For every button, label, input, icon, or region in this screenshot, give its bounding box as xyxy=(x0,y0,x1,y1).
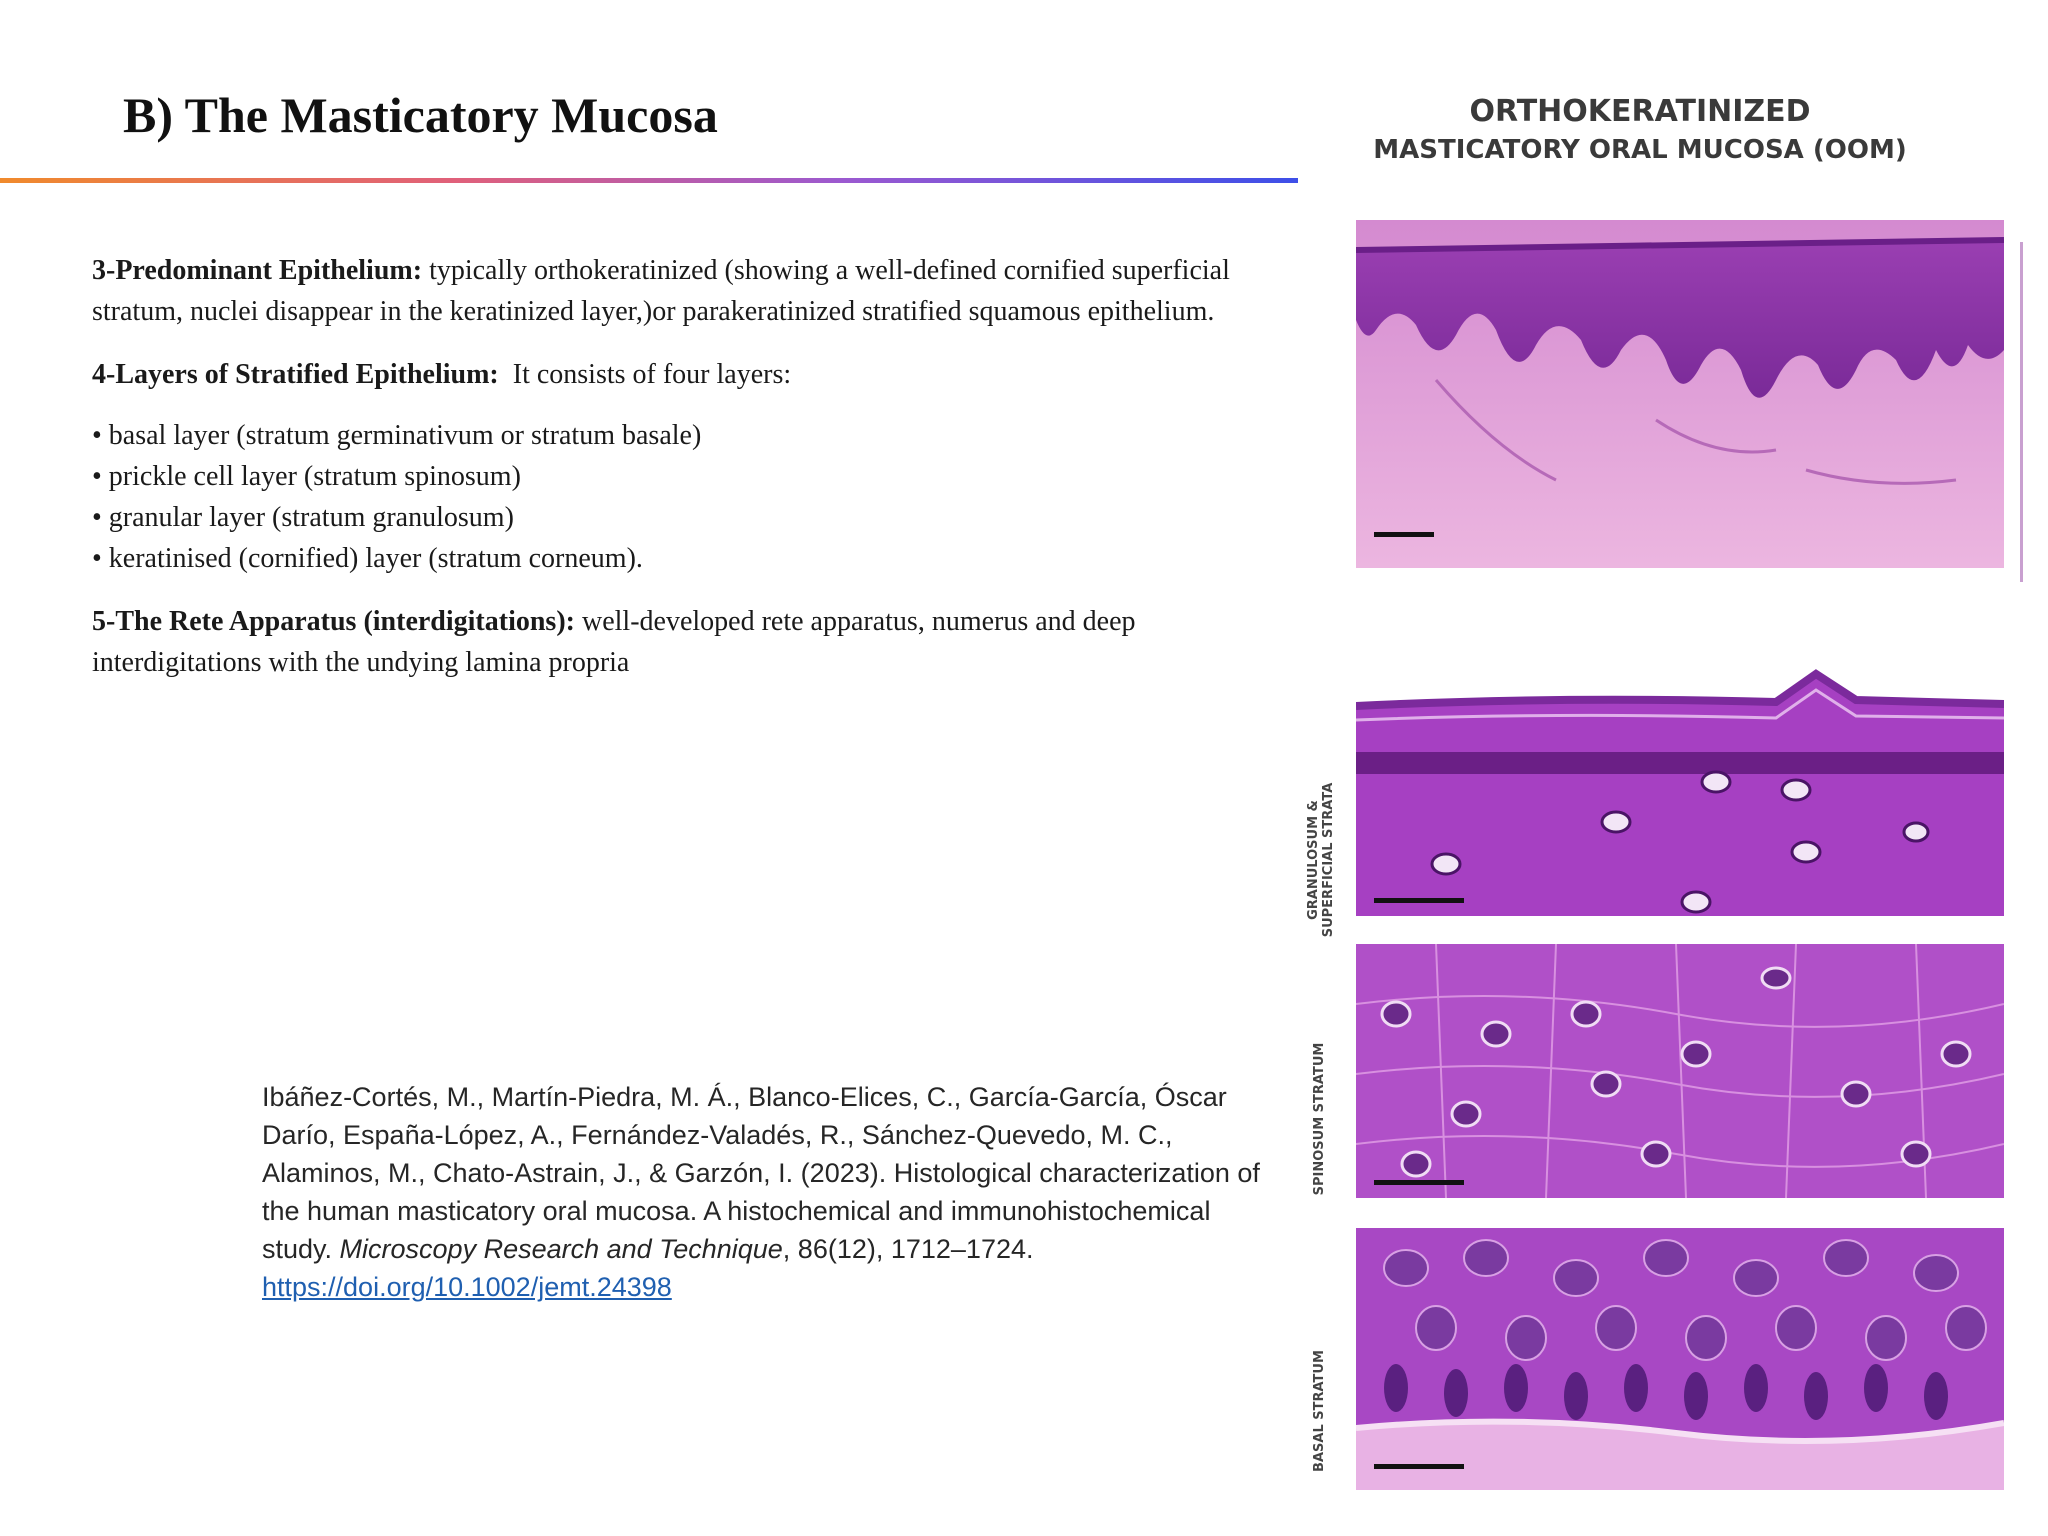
micrograph-granulosum xyxy=(1356,660,2004,916)
heading-rete-apparatus: 5-The Rete Apparatus (interdigitations): xyxy=(92,606,575,637)
label-granulosum-line1: GRANULOSUM & xyxy=(1306,800,1321,920)
label-granulosum xyxy=(1306,770,1336,950)
figure-title-line1: ORTHOKERATINIZED xyxy=(1469,94,1811,129)
paragraph-predominant-epithelium xyxy=(92,250,1272,332)
micrograph-spinosum-image xyxy=(1356,944,2004,1198)
citation-authors: Ibáñez-Cortés, M., Martín-Piedra, M. Á., Blanco-Elices, C., García-García, Óscar Darío, España-López, A., Fernández-Valadés, R., Sánchez-Quevedo, M. C., Alaminos, M., Chato-Astrain, J., & Garzón, I. (2023). Histological characterization of the human masticatory oral mucosa. A histochemical and immunohistochemical study. xyxy=(262,1082,1260,1264)
layer-item-keratinised: • keratinised (cornified) layer (stratum corneum). xyxy=(92,543,643,574)
citation-journal: Microscopy Research and Technique xyxy=(339,1234,783,1264)
micrograph-granulosum-image xyxy=(1356,660,2004,916)
micrograph-basal xyxy=(1356,1228,2004,1490)
micrograph-basal-image xyxy=(1356,1228,2004,1490)
body-text xyxy=(92,250,1272,705)
label-spinosum-text: SPINOSUM STRATUM xyxy=(1312,1042,1327,1196)
text-rete-apparatus: well-developed rete apparatus, numerus and deep interdigitations with the undying lamina propria xyxy=(92,606,1136,678)
heading-layers: 4-Layers of Stratified Epithelium: xyxy=(92,359,499,390)
text-predominant-epithelium: typically orthokeratinized (showing a well-defined cornified superficial stratum, nuclei disappear in the keratinized layer,)or parakeratinized stratified squamous epithelium. xyxy=(92,255,1230,327)
micrograph-overview xyxy=(1356,220,2004,568)
figure-title-line2: MASTICATORY ORAL MUCOSA (OOM) xyxy=(1373,135,1907,165)
label-granulosum-line2: SUPERFICIAL STRATA xyxy=(1321,782,1336,938)
citation-doi-link[interactable]: https://doi.org/10.1002/jemt.24398 xyxy=(262,1272,672,1302)
paragraph-layers xyxy=(92,354,1272,395)
micrograph-overview-image xyxy=(1356,220,2004,568)
label-spinosum xyxy=(1312,1024,1327,1214)
paragraph-rete-apparatus xyxy=(92,601,1272,683)
layer-item-basal: • basal layer (stratum germinativum or stratum basale) xyxy=(92,420,702,451)
overview-bracket xyxy=(2020,242,2023,582)
figure-title xyxy=(1360,92,1920,168)
label-basal-text: BASAL STRATUM xyxy=(1312,1350,1327,1472)
title-underline xyxy=(0,178,1298,183)
citation-volume: , 86(12), 1712–1724. xyxy=(782,1234,1034,1264)
micrograph-spinosum xyxy=(1356,944,2004,1198)
citation xyxy=(262,1078,1262,1306)
layer-item-granular: • granular layer (stratum granulosum) xyxy=(92,502,514,533)
layer-item-prickle: • prickle cell layer (stratum spinosum) xyxy=(92,461,521,492)
label-basal xyxy=(1312,1336,1327,1486)
heading-predominant-epithelium: 3-Predominant Epithelium: xyxy=(92,255,423,286)
text-layers: It consists of four layers: xyxy=(498,359,792,390)
slide-title: B) The Masticatory Mucosa xyxy=(123,87,718,143)
